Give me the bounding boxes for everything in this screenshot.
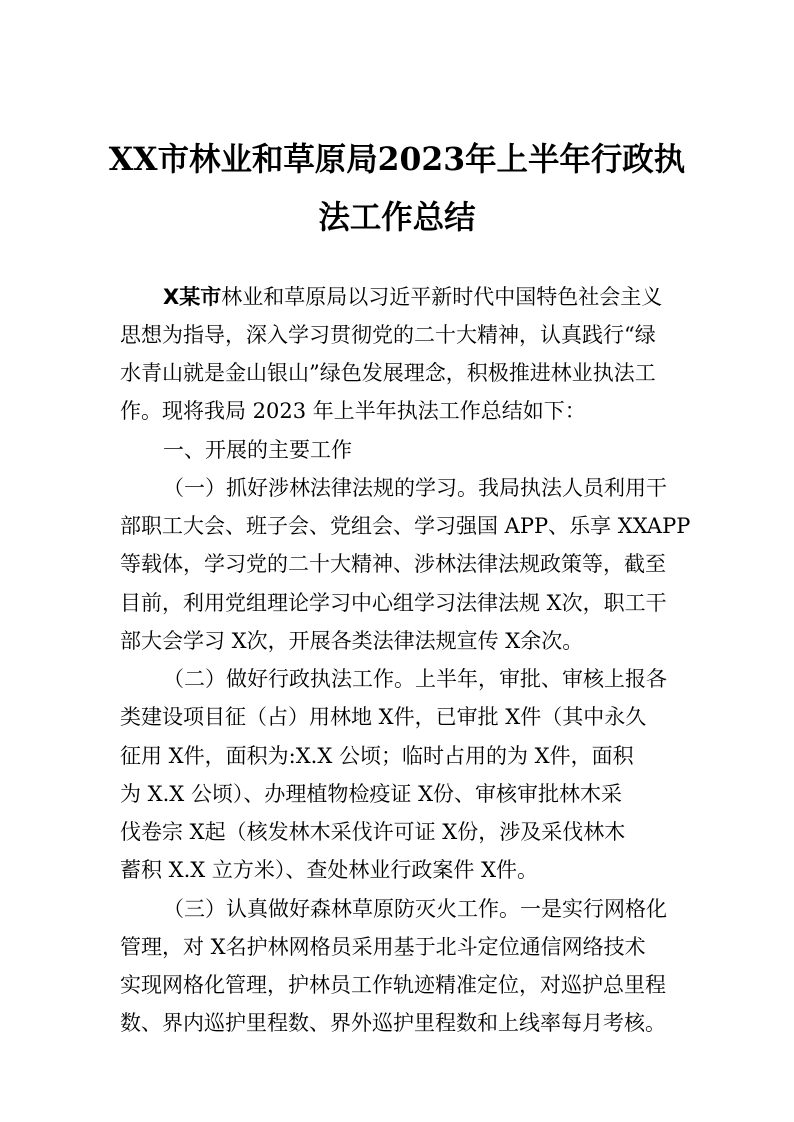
body-line-text: 作。现将我局 2023 年上半年执法工作总结如下： (120, 399, 586, 423)
body-line (120, 742, 634, 770)
body-line-text: （二）做好行政执法工作。上半年，审批、审核上报各 (163, 667, 667, 691)
body-line (120, 512, 690, 540)
section-heading-text: 一、开展的主要工作 (163, 438, 352, 462)
body-line-text: （一）抓好涉林法律法规的学习。我局执法人员利用干 (163, 476, 667, 500)
body-line (120, 818, 625, 846)
body-line-text: 部大会学习 X次，开展各类法律法规宣传 X余次。 (120, 629, 584, 653)
body-line-text: 数、界内巡护里程数、界外巡护里程数和上线率每月考核。 (120, 1011, 666, 1035)
body-line (120, 933, 646, 961)
body-line (120, 321, 656, 349)
body-line (120, 550, 666, 578)
body-line-lead: X某市 (163, 285, 222, 309)
body-line-text: 水青山就是金山银山”绿色发展理念，积极推进林业执法工 (120, 361, 656, 385)
body-line (163, 474, 667, 502)
body-line-text: 实现网格化管理，护林员工作轨迹精准定位，对巡护总里程 (120, 973, 666, 997)
body-line-text: 管理，对 X名护林网格员采用基于北斗定位通信网络技术 (120, 935, 646, 959)
body-line (120, 856, 538, 884)
body-line-text: 思想为指导，深入学习贯彻党的二十大精神，认真践行“绿 (120, 323, 656, 347)
body-line (163, 283, 662, 311)
body-line-text: （三）认真做好森林草原防灭火工作。一是实行网格化 (163, 897, 667, 921)
section-heading (163, 436, 352, 464)
body-line (120, 703, 646, 731)
body-line-text: 征用 X件，面积为:X.X 公顷；临时占用的为 X件，面积 (120, 744, 634, 768)
body-line-text: 伐卷宗 X起（核发林木采伐许可证 X份，涉及采伐林木 (120, 820, 626, 844)
body-line (163, 895, 667, 923)
body-line (120, 359, 656, 387)
body-line (120, 627, 583, 655)
body-line (163, 665, 667, 693)
body-line-text: 为 X.X 公顷）、办理植物检疫证 X份、审核审批林木采 (120, 782, 623, 806)
body-line-text: 目前，利用党组理论学习中心组学习法律法规 X次，职工干 (120, 591, 667, 615)
body-line-text: 林业和草原局以习近平新时代中国特色社会主义 (221, 285, 663, 309)
document-title-line-2: 法工作总结 (318, 198, 476, 236)
body-line (120, 397, 586, 425)
body-line (120, 971, 666, 999)
body-line-text: 类建设项目征（占）用林地 X件，已审批 X件（其中永久 (120, 705, 647, 729)
body-line (120, 1009, 666, 1037)
document-title-line-1: XX市林业和草原局2023年上半年行政执 (108, 140, 686, 178)
body-line (120, 589, 667, 617)
body-line-text: 部职工大会、班子会、党组会、学习强国 APP、乐享 XXAPP (120, 514, 691, 538)
body-line (120, 780, 622, 808)
body-line-text: 等载体，学习党的二十大精神、涉林法律法规政策等，截至 (120, 552, 666, 576)
body-line-text: 蓄积 X.X 立方米）、查处林业行政案件 X件。 (120, 858, 539, 882)
